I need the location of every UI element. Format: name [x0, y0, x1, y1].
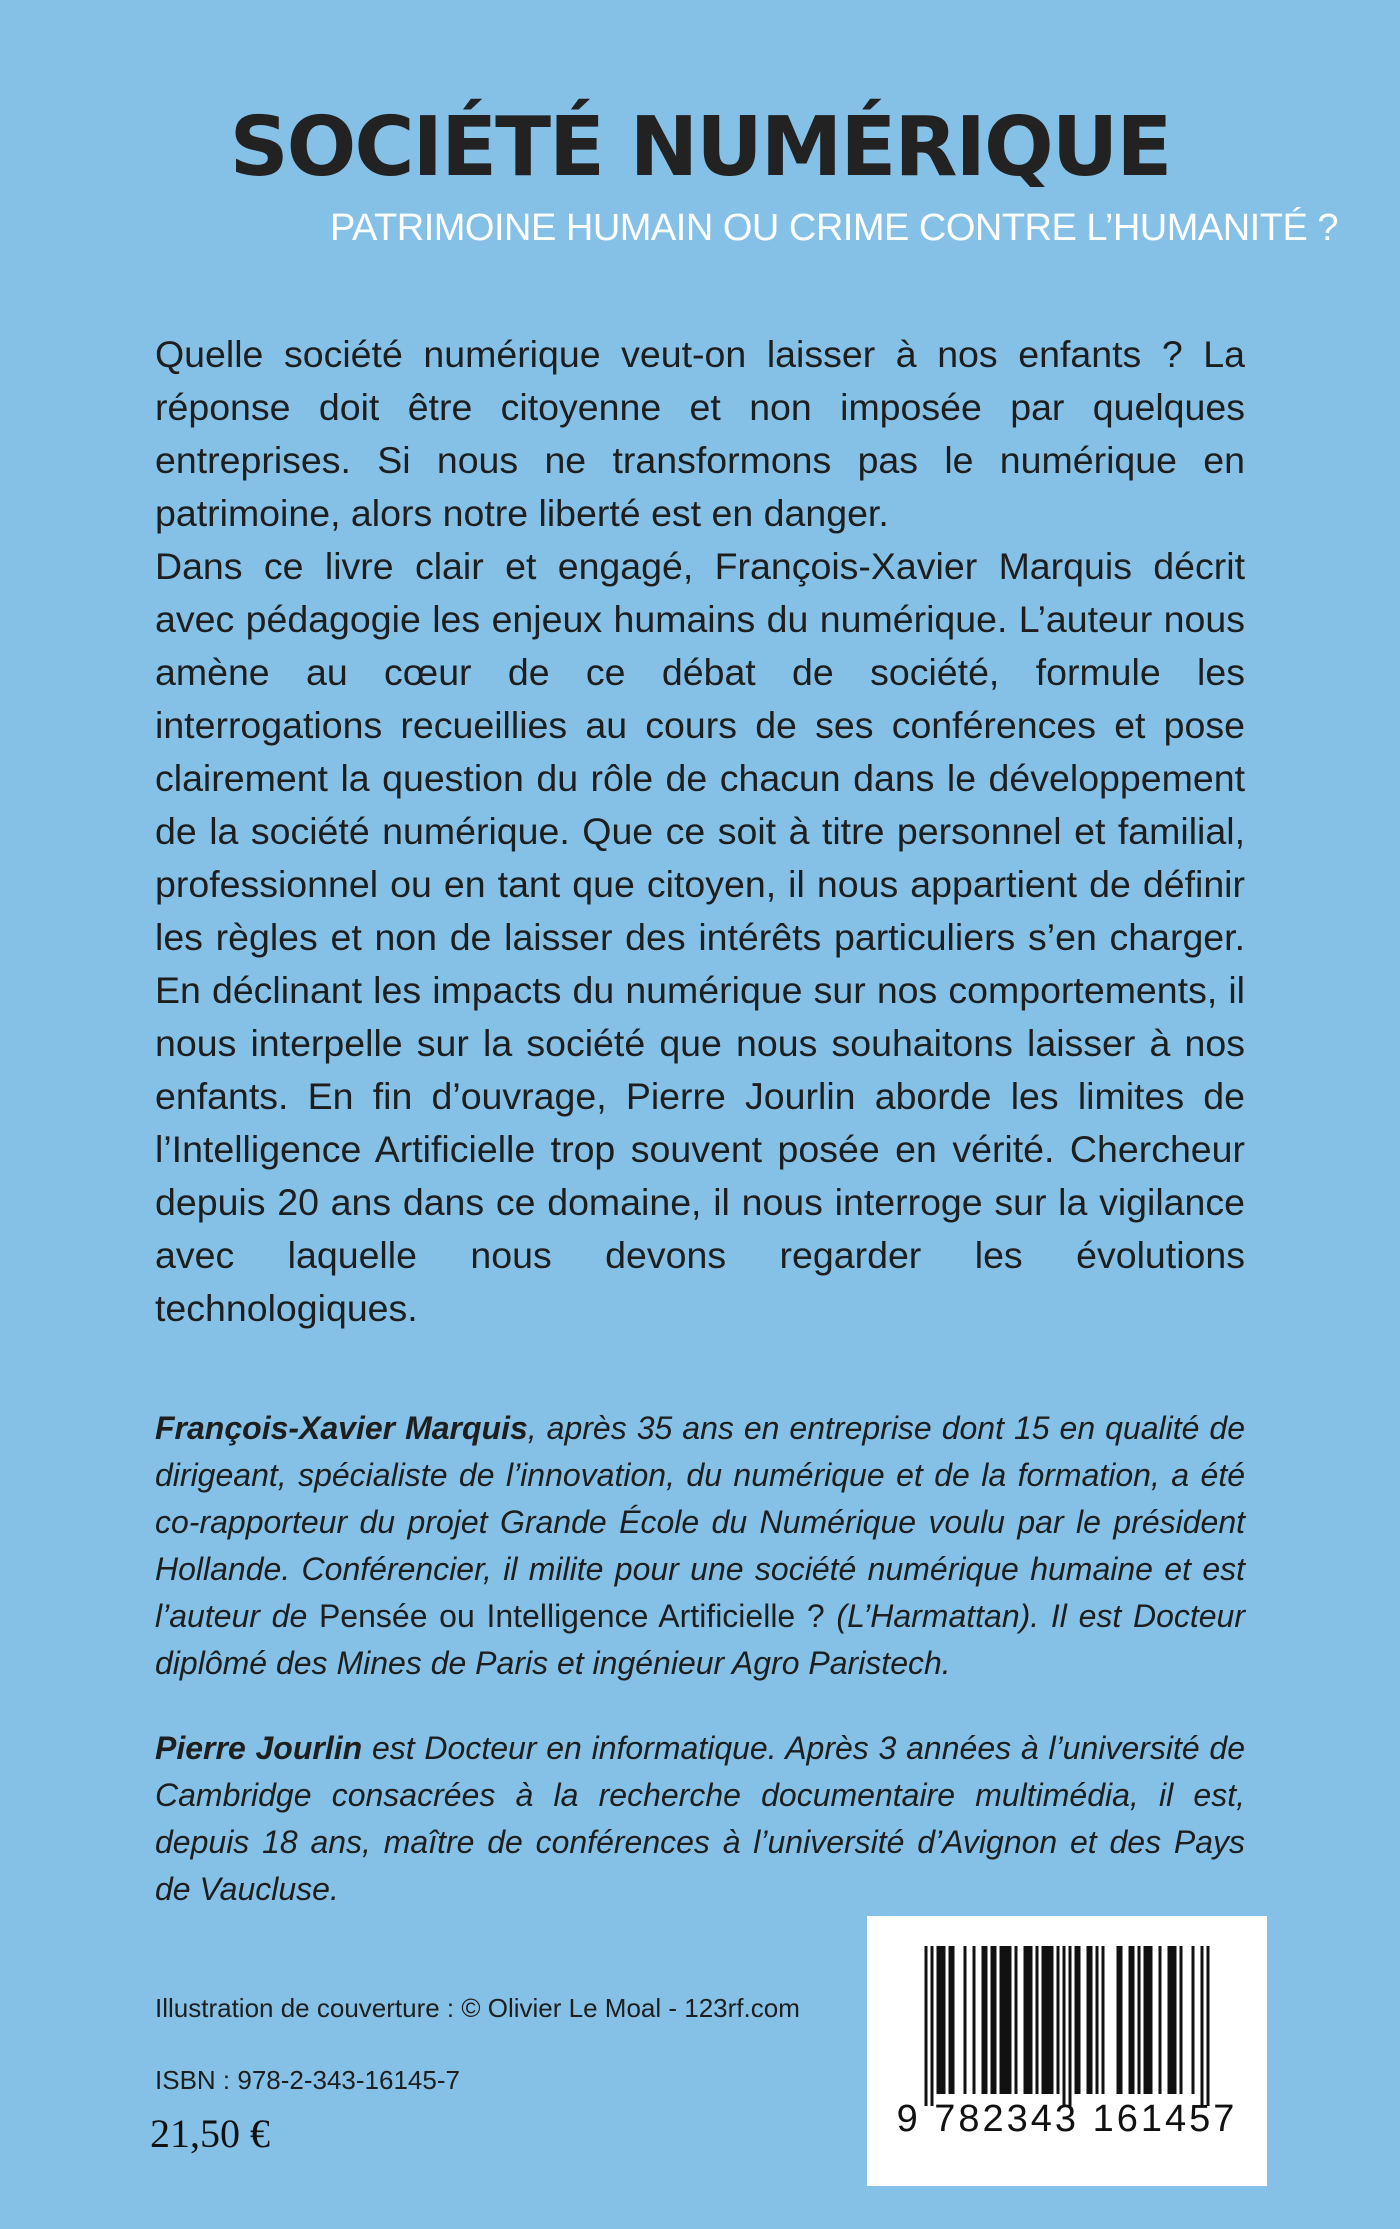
barcode-bar	[1192, 1946, 1195, 2094]
barcode-bar	[1147, 1946, 1150, 2094]
summary-paragraph: Quelle société numérique veut-on laisser à nos enfants ? La réponse doit être citoyenne et non imposée par quelques entreprises. Si nous ne transformons pas le numérique en patrimoine, alors notre liberté est en danger.	[155, 333, 1245, 534]
barcode-bar	[1102, 1946, 1105, 2094]
barcode-bar	[1069, 1946, 1072, 2106]
barcode-bar	[1144, 1946, 1147, 2094]
barcode-bar	[1003, 1946, 1006, 2094]
barcode	[867, 1916, 1267, 2186]
barcode-bar	[1201, 1946, 1204, 2106]
summary-text	[155, 328, 1245, 1335]
barcode-bar	[1090, 1946, 1093, 2094]
barcode-bar	[1009, 1946, 1012, 2094]
barcode-bar	[1171, 1946, 1174, 2094]
barcode-bar	[1087, 1946, 1090, 2094]
barcode-bar	[964, 1946, 967, 2094]
barcode-bar	[1045, 1946, 1048, 2094]
barcode-bar	[1015, 1946, 1018, 2094]
barcode-bar	[1051, 1946, 1054, 2094]
barcode-bar	[1207, 1946, 1210, 2106]
isbn-label: ISBN : 978-2-343-16145-7	[155, 2065, 460, 2095]
book-reference: Pensée ou Intelligence Artificielle ?	[318, 1598, 825, 1634]
barcode-bar	[1048, 1946, 1051, 2094]
barcode-bar	[1057, 1946, 1060, 2094]
barcode-bar	[1150, 1946, 1153, 2094]
barcode-bar	[991, 1946, 994, 2094]
author-bio-marquis	[155, 1405, 1245, 1687]
price-label: 21,50 €	[150, 2111, 270, 2156]
barcode-bar	[985, 1946, 988, 2094]
barcode-bar	[1120, 1946, 1123, 2094]
barcode-bar	[1096, 1946, 1099, 2094]
book-title: SOCIÉTÉ NUMÉRIQUE	[229, 100, 1171, 195]
barcode-digits: 9 782343 161457	[896, 2098, 1238, 2140]
barcode-bar	[1078, 1946, 1081, 2094]
author-bio-text: , après 35 ans en entreprise dont 15 en qualité de dirigeant, spécialiste de l’innovation, du numérique et de la formation, a été co-rapporteur du projet Grande École du Numérique voulu par le président Hollande. Conférencier, il milite pour une société numérique humaine et est l’auteur de	[155, 1410, 1245, 1634]
author-name: François-Xavier Marquis	[155, 1410, 528, 1446]
author-bio-jourlin	[155, 1725, 1245, 1913]
barcode-bar	[952, 1946, 955, 2094]
barcode-bar	[1000, 1946, 1003, 2094]
cover-credit: Illustration de couverture : © Olivier Le Moal - 123rf.com	[155, 1993, 800, 2023]
barcode-bar	[1024, 1946, 1027, 2094]
barcode-bar	[1129, 1946, 1132, 2094]
summary-paragraph: Dans ce livre clair et engagé, François-Xavier Marquis décrit avec pédagogie les enjeux humains du numérique. L’auteur nous amène au cœur de ce débat de société, formule les interrogations recueillies au cours de ses conférences et pose clairement la question du rôle de chacun dans le développement de la société numérique. Que ce soit à titre personnel et familial, professionnel ou en tant que citoyen, il nous appartient de définir les règles et non de laisser des intérêts particuliers s’en charger. En déclinant les impacts du numérique sur nos comportements, il nous interpelle sur la société que nous souhaitons laisser à nos enfants. En fin d’ouvrage, Pierre Jourlin aborde les limites de l’Intelligence Artificielle trop souvent posée en vérité. Chercheur depuis 20 ans dans ce domaine, il nous interroge sur la vigilance avec laquelle nous devons regarder les évolutions technologiques.	[155, 545, 1245, 1329]
barcode-bar	[931, 1946, 934, 2106]
barcode-bar	[1075, 1946, 1078, 2094]
author-bio-text: (L’Harmattan). Il est Docteur diplômé des Mines de Paris et ingénieur Agro Paristech.	[155, 1598, 1246, 1681]
barcode-bar	[1180, 1946, 1183, 2094]
author-name: Pierre Jourlin	[155, 1730, 363, 1766]
author-bio-text: est Docteur en informatique. Après 3 années à l’université de Cambridge consacrées à la recherche documentaire multimédia, il est, depuis 18 ans, maître de conférences à l’université d’Avignon et des Pays de Vaucluse.	[155, 1730, 1246, 1907]
barcode-bars	[867, 1916, 1267, 2186]
barcode-bar	[1042, 1946, 1045, 2094]
barcode-bar	[1006, 1946, 1009, 2094]
barcode-bar	[1117, 1946, 1120, 2094]
barcode-bar	[982, 1946, 985, 2094]
barcode-bar	[1174, 1946, 1177, 2094]
barcode-bar	[943, 1946, 946, 2094]
barcode-bar	[1159, 1946, 1162, 2094]
barcode-bar	[949, 1946, 952, 2094]
barcode-bar	[925, 1946, 928, 2106]
barcode-bar	[1138, 1946, 1141, 2094]
barcode-bar	[937, 1946, 940, 2094]
barcode-bar	[1132, 1946, 1135, 2094]
barcode-bar	[1036, 1946, 1039, 2094]
barcode-bar	[1168, 1946, 1171, 2094]
book-subtitle: PATRIMOINE HUMAIN OU CRIME CONTRE L’HUMANITÉ ?	[330, 207, 1338, 249]
barcode-bar	[1030, 1946, 1033, 2094]
barcode-bar	[973, 1946, 976, 2094]
barcode-bar	[994, 1946, 997, 2094]
barcode-bar	[1027, 1946, 1030, 2094]
barcode-bar	[1063, 1946, 1066, 2106]
barcode-bar	[940, 1946, 943, 2094]
